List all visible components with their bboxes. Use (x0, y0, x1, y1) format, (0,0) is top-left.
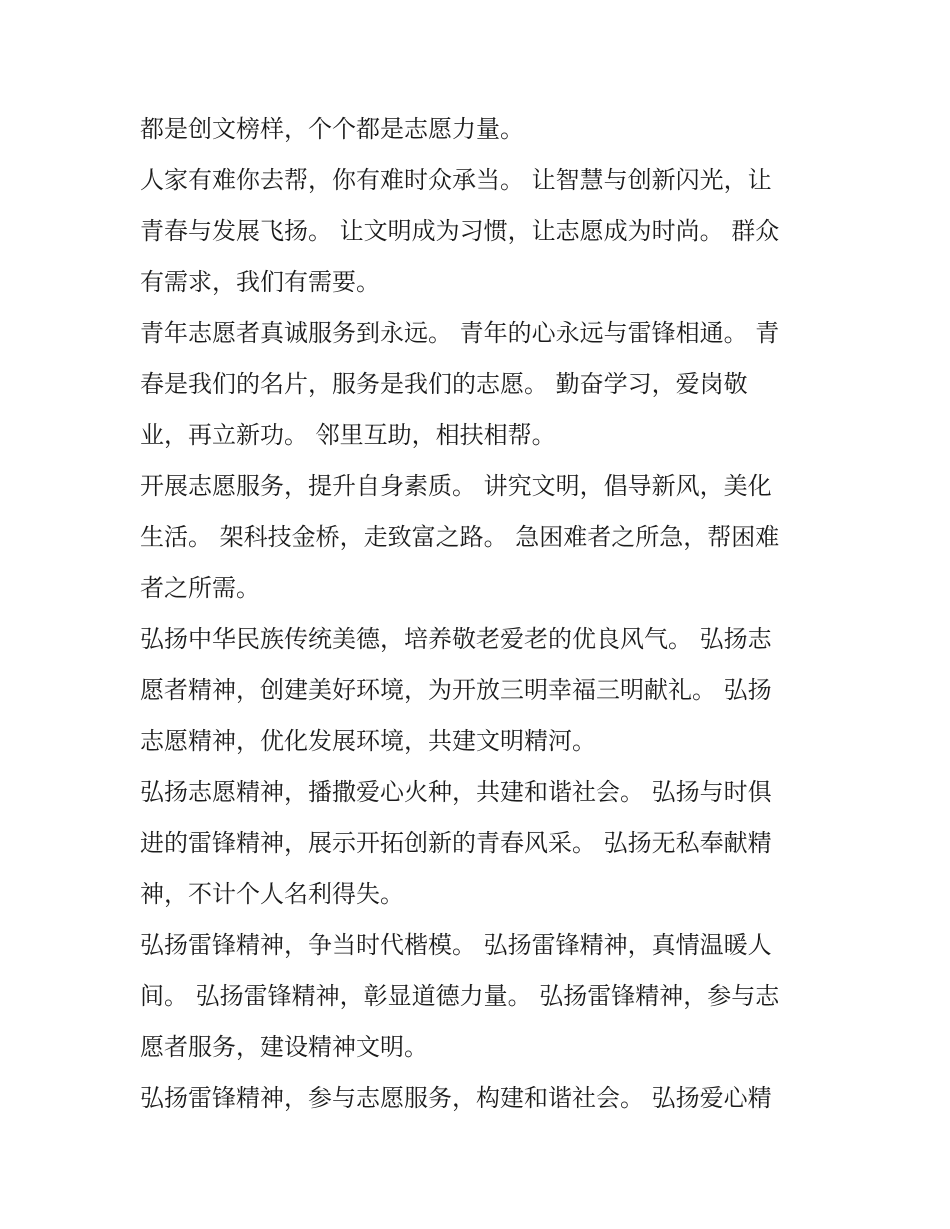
text-line: 有需求，我们有需要。 (140, 268, 380, 296)
document-body (140, 104, 820, 1124)
text-line: 青春与发展飞扬。 让文明成为习惯，让志愿成为时尚。 群众 (140, 217, 780, 245)
paragraph-3 (140, 308, 820, 461)
text-line: 弘扬雷锋精神，参与志愿服务，构建和谐社会。 弘扬爱心精 (140, 1084, 772, 1112)
text-line: 生活。 架科技金桥，走致富之路。 急困难者之所急，帮困难 (140, 523, 780, 551)
text-line: 进的雷锋精神，展示开拓创新的青春风采。 弘扬无私奉献精 (140, 829, 772, 857)
text-line: 都是创文榜样，个个都是志愿力量。 (140, 115, 524, 143)
text-line: 春是我们的名片，服务是我们的志愿。 勤奋学习，爱岗敬 (140, 370, 748, 398)
text-line: 业，再立新功。 邻里互助，相扶相帮。 (140, 421, 556, 449)
text-line: 愿者服务，建设精神文明。 (140, 1033, 428, 1061)
text-line: 愿者精神，创建美好环境，为开放三明幸福三明献礼。 弘扬 (140, 676, 772, 704)
text-line: 青年志愿者真诚服务到永远。 青年的心永远与雷锋相通。 青 (140, 319, 780, 347)
text-line: 弘扬雷锋精神，争当时代楷模。 弘扬雷锋精神，真情温暖人 (140, 931, 772, 959)
paragraph-4 (140, 461, 820, 614)
text-line: 神，不计个人名利得失。 (140, 880, 404, 908)
paragraph-5 (140, 614, 820, 767)
paragraph-1 (140, 104, 820, 155)
paragraph-2 (140, 155, 820, 308)
paragraph-6 (140, 767, 820, 920)
text-line: 人家有难你去帮，你有难时众承当。 让智慧与创新闪光，让 (140, 166, 772, 194)
text-line: 者之所需。 (140, 574, 260, 602)
text-line: 弘扬中华民族传统美德，培养敬老爱老的优良风气。 弘扬志 (140, 625, 772, 653)
text-line: 间。 弘扬雷锋精神，彰显道德力量。 弘扬雷锋精神，参与志 (140, 982, 780, 1010)
text-line: 弘扬志愿精神，播撒爱心火种，共建和谐社会。 弘扬与时俱 (140, 778, 772, 806)
text-line: 开展志愿服务，提升自身素质。 讲究文明，倡导新风，美化 (140, 472, 772, 500)
paragraph-8 (140, 1073, 820, 1124)
paragraph-7 (140, 920, 820, 1073)
text-line: 志愿精神，优化发展环境，共建文明精河。 (140, 727, 596, 755)
